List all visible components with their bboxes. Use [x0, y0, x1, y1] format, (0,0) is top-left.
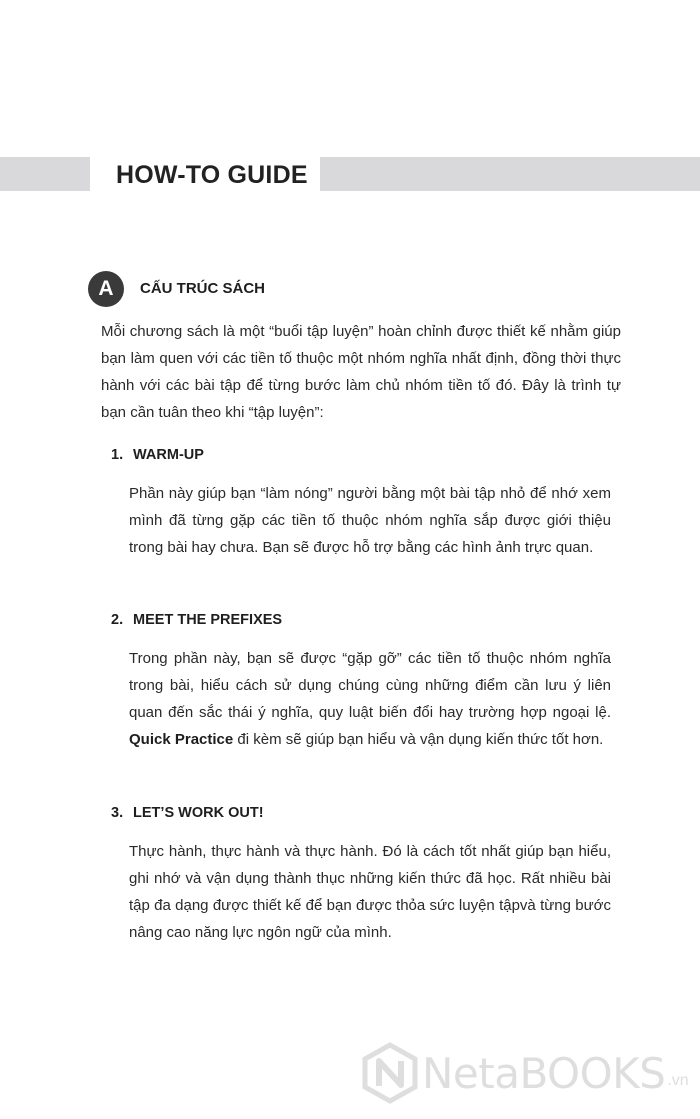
item-title: LET’S WORK OUT! [133, 805, 264, 821]
item-body-text: Trong phần này, bạn sẽ được “gặp gỡ” các tiền tố thuộc nhóm nghĩa trong bài, hiểu cách sử dụng chúng cùng những điểm cần lưu ý liên quan đến sắc thái ý nghĩa, quy luật biến đổi hay trường hợp ngoại lệ. [129, 650, 611, 721]
section-title: CẤU TRÚC SÁCH [140, 280, 265, 297]
neta-logo-icon [362, 1042, 418, 1104]
page-title: HOW-TO GUIDE [116, 161, 308, 189]
intro-paragraph: Mỗi chương sách là một “buổi tập luyện” hoàn chỉnh được thiết kế nhằm giúp bạn làm quen với các tiền tố thuộc một nhóm nghĩa nhất định, đồng thời thực hành với các bài tập để từng bước làm chủ nhóm tiền tố đó. Đây là trình tự bạn cần tuân theo khi “tập luyện”: [101, 323, 621, 421]
item-heading-warm-up [111, 445, 204, 465]
item-body-warm-up: Phần này giúp bạn “làm nóng” người bằng một bài tập nhỏ để nhớ xem mình đã từng gặp các tiền tố thuộc nhóm nghĩa sắp được giới thiệu trong bài hay chưa. Bạn sẽ được hỗ trợ bằng các hình ảnh trực quan. [129, 485, 611, 556]
item-heading-meet-the-prefixes [111, 610, 282, 630]
item-body-text: đi kèm sẽ giúp bạn hiểu và vận dụng kiến thức tốt hơn. [233, 731, 604, 748]
watermark [362, 1040, 698, 1106]
header-band-right [320, 157, 700, 191]
watermark-tld: .vn [667, 1072, 689, 1089]
header-band-left [0, 157, 90, 191]
item-heading-lets-work-out [111, 803, 264, 823]
item-title: WARM-UP [133, 447, 204, 463]
item-body-lets-work-out: Thực hành, thực hành và thực hành. Đó là cách tốt nhất giúp bạn hiểu, ghi nhớ và vận dụng thành thục những kiến thức đã học. Rất nhiều bài tập đa dạng được thiết kế để bạn được thỏa sức luyện tậpvà từng bước nâng cao năng lực ngôn ngữ của mình. [129, 843, 611, 941]
section-badge: A [88, 271, 124, 307]
item-number: 3. [111, 805, 124, 821]
item-title: MEET THE PREFIXES [133, 612, 283, 628]
watermark-brand: NetaBOOKS [422, 1048, 666, 1098]
item-body-meet-the-prefixes [129, 645, 611, 753]
item-number: 2. [111, 612, 124, 628]
quick-practice-label: Quick Practice [129, 731, 234, 748]
item-number: 1. [111, 447, 124, 463]
